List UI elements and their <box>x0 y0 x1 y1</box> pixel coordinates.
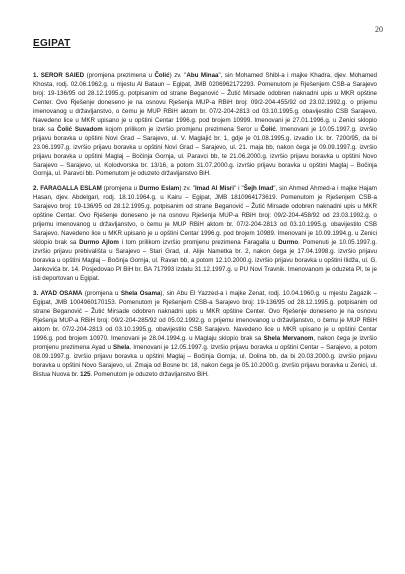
entry-number: 1. <box>33 72 39 79</box>
spouse-name: Shela Mervanom <box>263 334 314 342</box>
entry-2 <box>33 185 377 283</box>
spouse-name: Čolić Suvadom <box>57 125 103 133</box>
entry-number: 2. <box>33 185 39 193</box>
entry-text: kojom prilikom je izvršio promjenu prezimena Seror u <box>102 125 261 133</box>
entry-text: ", sin Ahmed Ahmed-a i majke Hajam Hasan, djev. Abdelgari, rodj. 18.10.1964.g. u Kairu – Egipat, JMB 1810964173619. Pomenutom je Rješenjem CSB-a Sarajevo broj: 19-136/95 od 28.12.1995.g. potpisanim od strane Beganović – Žutić Mirsade odobren naknadni upis u MKR opštine Centar. Ovo Rješenje doneseno je na osnovu Rješenja MUP-a RBiH broj: 09/2-204-458/92 od 23.03.1992.g. o prijemu imenovanog u državljanstvo, o čemu je MUP RBiH aktom br. 07/2-204-2813 od 03.10.1995.g. obavijestilo CSB Sarajevo. Navedeno lice u MKR upisano je u opštini Centar 1996.g. pod brojem 10989. Imenovani je 10.09.1994.g. u Zenici sklopio brak sa <box>33 185 377 247</box>
street-number: 125 <box>80 370 91 378</box>
new-surname: Durmo <box>278 239 299 247</box>
person-name: AYAD OSAMA <box>40 289 83 297</box>
person-name: FARAGALLA ESLAM <box>40 185 102 193</box>
entry-number: 3. <box>33 289 39 297</box>
entry-text: " i " <box>233 185 244 193</box>
person-name: SEROR SAIED <box>40 72 85 79</box>
entry-text: ) zv. " <box>169 72 187 79</box>
entry-text: , nakon čega je izvršio promjenu prezimena Ayad u <box>33 334 377 351</box>
entry-text: ) zv. " <box>179 185 196 193</box>
entry-text: . Pomenuti je 10.05.1997.g. izvršio prijavu prebivališta u Sarajevo – Stari Grad, ul. Alije Nametka br. 2, nakon čega je 17.04.1998.g. izvršio prijavu boravka u opštini Maglaj – Bočinja Gornja, ul. Ravan bb, a potom 12.10.2000.g. izvršio prijavu boravka u opštini Ilidža, ul. G. Jankovića br. 14. Posjedovao Pl BiH br. BA 717993 izdatu 31.12.1997.g. u PU Novi Travnik. Imenovanom je oduzeta Pl, te je isti deportovan u Egipat. <box>33 239 377 282</box>
entry-text: (promjena u <box>101 185 140 193</box>
entry-text: i tom prilikom izvršio promjenu prezimena Faragalla u <box>118 239 279 247</box>
section-heading: EGIPAT <box>33 38 71 49</box>
entry-1 <box>33 72 377 179</box>
document-body <box>33 38 377 385</box>
entry-text: . Imenovani je 10.05.1997.g. izvršio prijavu boravka u opštini Novi Grad – Sarajevo, ul. V. Maglajić br. 1, gdje je 01.08.1995.g. izvadio l.k. br. 7200/95, da bi 23.06.1997.g. izvršio prijavu boravka u opštini Novi Grad – Sarajevo, ul. 21. maja bb, nakon čega je 09.09.1997.g. izvršio prijavu boravka u opštini Maglaj – Bočinja Gornja, ul. Paravci bb, te 21.06.2000.g. izvršio prijavu boravka u opštini Novo Sarajevo – Sarajevo, ul. Kolodvorska br. 13/16, a potom 31.07.2000.g. izvršio prijavu boravka u opštini Maglaj – Bočinja Gornja, ul. Paravci bb. Pomenutom je oduzeto državljanstvo BiH. <box>33 125 377 178</box>
entry-text: (promjena u <box>82 289 121 297</box>
entry-text: . Pomenutom je oduzeto državljanstvo BiH. <box>90 370 209 378</box>
new-surname: Čolić <box>260 125 276 133</box>
alias: Shela Osama <box>120 289 161 297</box>
entry-text: ", sin Mohamed Shibl-a i majke Khadra, djev. Mohamed Khosta, rodj. 02.06.1962.g. u mjestu Al Bataun – Egipat, JMB 0206962172293. Pomenutom je Rješenjem CSB-a Sarajevo broj: 19-136/95 od 28.12.1995.g. potpisanim od strane Beganović – Žutić Mirsade odobren naknadni upis u MKR opštine Center. Ovo Rješenje doneseno je na osnovu Rješenja MUP-a RBiH broj: 09/2-204-455/92 od 23.02.1992.g. o prijemu imenovanog u državljanstvo, o čemu je MUP RBiH aktom br. 07/2-204-2813 od 03.10.1995.g. obavijestilo CSB Sarajevo. Navedeno lice u MKR upisano je u opštini Centar 1996.g. pod brojem 10999. Imenovani je 27.01.1996.g. u Zenici sklopio brak sa <box>33 72 377 133</box>
alias: Čolić <box>154 72 170 79</box>
nickname-2: Šejh Imad <box>243 185 274 193</box>
page-number: 20 <box>375 25 383 34</box>
nickname: Imad Al Misri <box>195 185 234 193</box>
entry-text: . Imenovani je 12.05.1997.g. izvršio prijavu boravka u opštini Centar – Sarajevo, a potom 08.09.1997.g. izvršio prijavu boravka u opštini Maglaj – Bočinja Gornja, ul. Dolina bb, da bi 20.03.2000.g. izvršio prijavu boravka u opštini Novo Sarajevo, ul. Zmaja od Bosne br. 18, nakon čega je 05.10.2000.g. izvršio prijavu boravka u Zenici, ul. Bistua Nuova br. <box>33 343 377 378</box>
alias: Durmo Eslam <box>139 185 180 193</box>
nickname: Abu Minaa <box>186 72 219 79</box>
entry-3 <box>33 290 377 380</box>
entry-text: ), sin Abu El Yazzed-a i majke Zenat, rodj. 10.04.1960.g. u mjestu Zagazik – Egipat, JMB 1004960170153. Pomenutom je Rješenjem CSB-a Sarajevo broj: 19-136/95 od 28.12.1995.g. potpisanim od strane Beganović – Žutić Mirsade odobren naknadni upis u MKR opštine Center. Ovo Rješenje doneseno je na osnovu Rješenja MUP-a RBiH broj: 09/2-204-285/92 od 05.02.1992.g. o prijemu imenovanog u državljanstvo, o čemu je MUP RBiH aktom br. 07/2-204-2813 od 03.10.1995.g. obavijestilo CSB Sarajevo. Navedeno lice u MKR upisano je u opštini Centar 1996.g. pod brojem 10970. Imenovani je 28.04.1994.g. u Maglaju sklopio brak sa <box>33 289 377 342</box>
entry-text: (promjena prezimena u <box>84 72 155 79</box>
spouse-name: Durmo Ajlom <box>79 239 119 247</box>
new-surname: Shela <box>112 343 130 351</box>
